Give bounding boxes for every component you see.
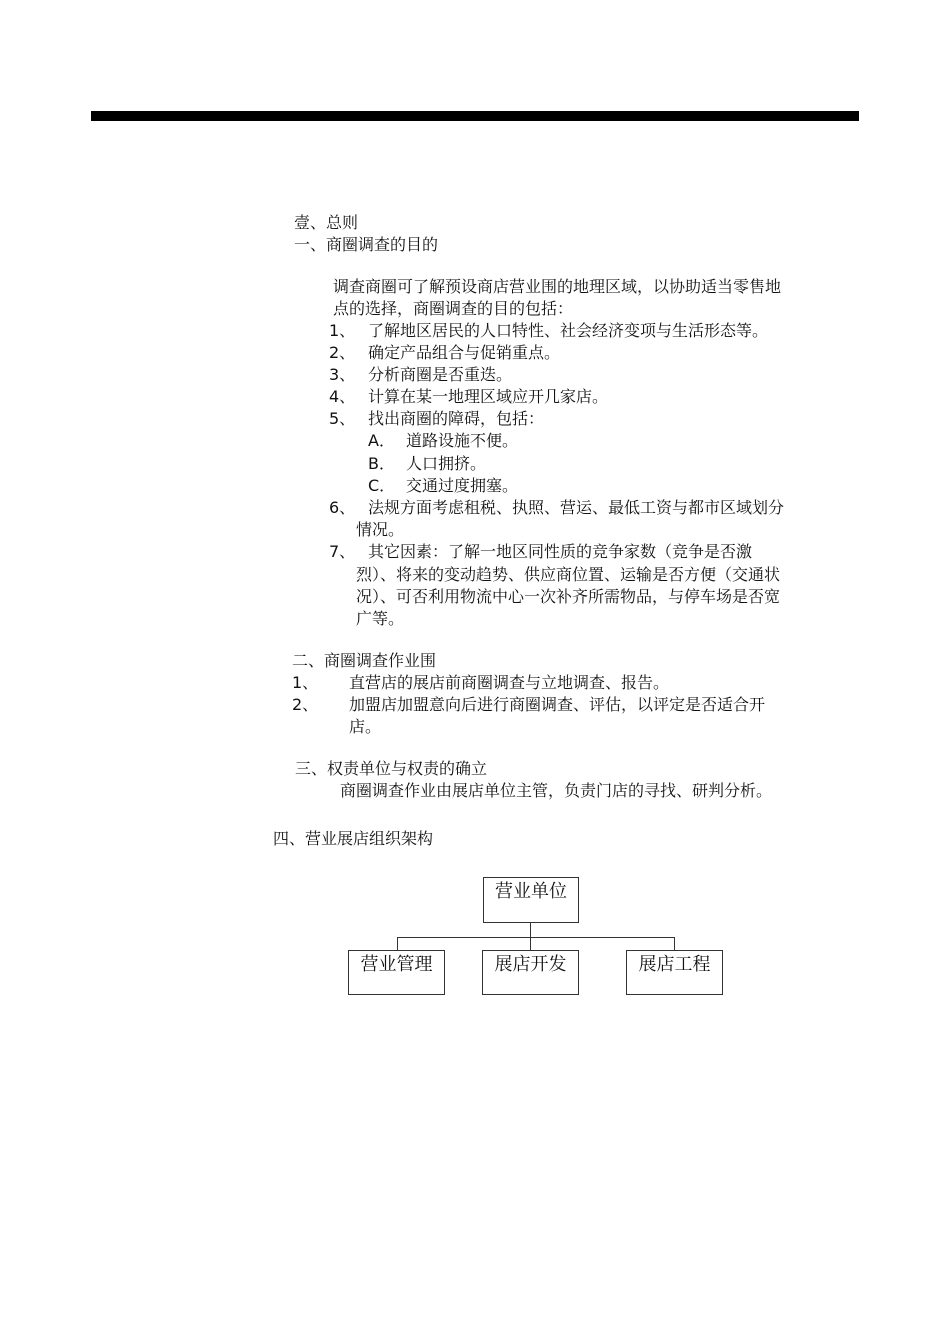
list-item-text: 确定产品组合与促销重点。 xyxy=(368,343,561,362)
sub-item-label: C． xyxy=(368,476,396,495)
list-item-continuation: 况）、可否利用物流中心一次补齐所需物品，与停车场是否宽 xyxy=(356,587,781,606)
list-item-number: 2、 xyxy=(292,695,319,714)
org-connector-drop xyxy=(397,937,398,950)
list-item-number: 4、 xyxy=(329,387,356,406)
org-root-label: 营业单位 xyxy=(495,881,567,902)
section-1-intro-line-1: 调查商圈可了解预设商店营业围的地理区域，以协助适当零售地 xyxy=(333,277,782,296)
org-connector-drop xyxy=(674,937,675,950)
list-item-text: 法规方面考虑租税、执照、营运、最低工资与都市区域划分 xyxy=(368,498,785,517)
sub-item-label: A． xyxy=(368,431,395,450)
org-child-label: 展店开发 xyxy=(494,954,567,975)
list-item-number: 3、 xyxy=(329,365,356,384)
org-child-label: 展店工程 xyxy=(638,954,711,975)
list-item-number: 1、 xyxy=(329,321,356,340)
org-child-box xyxy=(626,950,723,995)
list-item-continuation: 烈）、将来的变动趋势、供应商位置、运输是否方便（交通状 xyxy=(356,565,781,584)
list-item-text: 找出商圈的障碍，包括： xyxy=(368,409,545,428)
section-1-intro-line-2: 点的选择，商圈调查的目的包括： xyxy=(333,299,574,318)
header-rule xyxy=(91,111,859,121)
org-child-box xyxy=(348,950,445,995)
list-item-text: 加盟店加盟意向后进行商圈调查、评估，以评定是否适合开 xyxy=(349,695,766,714)
org-child-box xyxy=(482,950,579,995)
list-item-number: 2、 xyxy=(329,343,356,362)
list-item-number: 1、 xyxy=(292,673,319,692)
org-root-box xyxy=(483,877,579,923)
org-connector-horizontal xyxy=(397,937,675,938)
section-4-title: 四、营业展店组织架构 xyxy=(273,829,434,848)
list-item-text: 其它因素：了解一地区同性质的竞争家数（竞争是否激 xyxy=(368,542,753,561)
sub-item-text: 交通过度拥塞。 xyxy=(406,476,519,495)
document-heading: 壹、总则 xyxy=(294,213,359,232)
section-2-title: 二、商圈调查作业围 xyxy=(292,651,437,670)
section-3-title: 三、权责单位与权责的确立 xyxy=(295,759,488,778)
list-item-continuation: 广等。 xyxy=(356,609,405,628)
section-3-body: 商圈调查作业由展店单位主管，负责门店的寻找、研判分析。 xyxy=(340,781,773,800)
list-item-text: 计算在某一地理区域应开几家店。 xyxy=(368,387,609,406)
list-item-number: 5、 xyxy=(329,409,356,428)
sub-item-text: 人口拥挤。 xyxy=(406,454,487,473)
list-item-continuation: 店。 xyxy=(349,717,382,736)
org-connector-drop xyxy=(530,937,531,950)
list-item-text: 了解地区居民的人口特性、社会经济变项与生活形态等。 xyxy=(368,321,769,340)
org-child-label: 营业管理 xyxy=(360,954,433,975)
section-1-title: 一、商圈调查的目的 xyxy=(294,235,439,254)
list-item-number: 7、 xyxy=(329,542,356,561)
org-connector-vertical xyxy=(530,923,531,937)
list-item-text: 直营店的展店前商圈调查与立地调查、报告。 xyxy=(349,673,670,692)
list-item-text: 分析商圈是否重迭。 xyxy=(368,365,513,384)
list-item-number: 6、 xyxy=(329,498,356,517)
sub-item-label: B． xyxy=(368,454,395,473)
list-item-continuation: 情况。 xyxy=(356,520,405,539)
sub-item-text: 道路设施不便。 xyxy=(406,431,519,450)
